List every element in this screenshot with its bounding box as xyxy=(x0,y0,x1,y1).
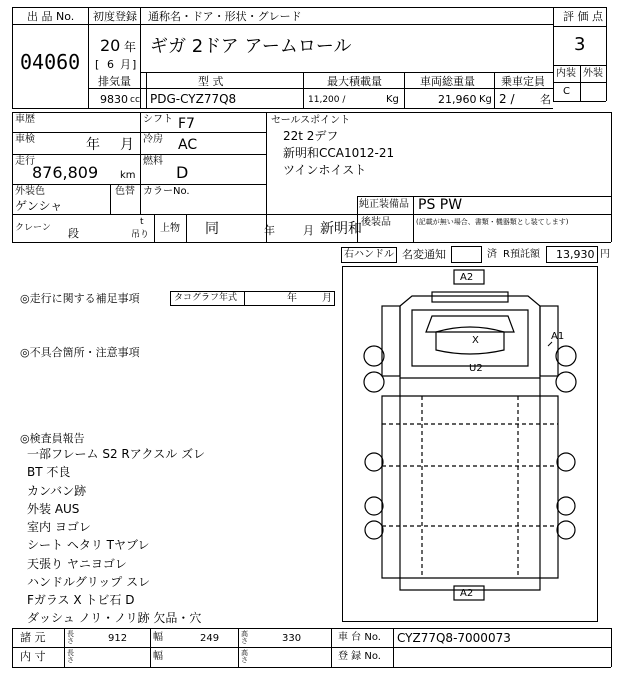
displacement-value: 9830 xyxy=(100,93,128,106)
year-unit: 年 xyxy=(124,40,137,54)
tachograph-month-unit: 月 xyxy=(322,293,332,304)
fuel-label: 燃料 xyxy=(143,156,163,167)
crane-ton-unit: t xyxy=(140,217,144,227)
recycle-fee-unit: 円 xyxy=(600,249,610,260)
gross-weight-label: 車両総重量 xyxy=(420,75,475,88)
history-label: 車歴 xyxy=(15,114,35,125)
gross-weight-value: 21,960 xyxy=(438,93,477,106)
capacity-label: 乗車定員 xyxy=(501,75,545,88)
inner-length-label: 長さ xyxy=(67,649,74,664)
width-label: 幅 xyxy=(153,632,163,643)
defects-label: ◎不具合箇所・注意事項 xyxy=(20,346,140,359)
vehicle-damage-diagram xyxy=(342,266,598,622)
registration-month: 6 xyxy=(107,58,114,71)
sales-point-line: 22t 2デフ xyxy=(283,129,339,143)
capacity-value: 2 / xyxy=(499,92,515,106)
inner-width-label: 幅 xyxy=(153,651,163,662)
genuine-equipment-value: PS PW xyxy=(418,197,463,213)
truck-top-view-diagram xyxy=(342,266,598,622)
model-label: 型 式 xyxy=(198,75,224,88)
displacement-label: 排気量 xyxy=(98,75,131,88)
inner-dimensions-label: 内 寸 xyxy=(20,650,46,663)
color-label: 外装色 xyxy=(15,186,45,197)
color-value: ゲンシャ xyxy=(15,199,63,213)
height-value: 330 xyxy=(282,633,302,644)
car-name-label: 通称名・ドア・形状・グレード xyxy=(148,10,302,23)
aftermarket-note: (記載が無い場合、書類・機器類とし装てします) xyxy=(416,218,569,226)
length-label: 長さ xyxy=(67,630,74,645)
grade-label: 評 価 点 xyxy=(563,10,603,23)
color-change-label: 色替 xyxy=(115,186,135,197)
shift-value: F7 xyxy=(178,116,195,132)
lot-number-label: 出 品 No. xyxy=(27,10,75,23)
color-code-label: カラーNo. xyxy=(143,186,190,197)
registration-year: 20 xyxy=(100,36,121,55)
sales-point-line: 新明和CCA1012-21 xyxy=(283,146,395,160)
body-month-unit: 月 xyxy=(303,224,314,237)
length-value: 912 xyxy=(108,633,128,644)
crane-hook-unit: 吊り xyxy=(131,230,150,240)
genuine-equipment-label: 純正装備品 xyxy=(359,199,409,210)
diagram-label-u2: U2 xyxy=(469,363,483,374)
mileage-label: 走行 xyxy=(15,156,35,167)
driving-notes-label: ◎走行に関する補足事項 xyxy=(20,292,140,305)
dimensions-label: 諸 元 xyxy=(20,631,46,644)
diagram-label-a2-top: A2 xyxy=(460,272,474,283)
crane-stage-unit: 段 xyxy=(68,227,79,240)
model-value: PDG-CYZ77Q8 xyxy=(150,92,237,106)
body-maker-value: 新明和 xyxy=(320,221,362,237)
name-change-label: 名変通知 xyxy=(402,248,446,261)
sales-point-line: ツインホイスト xyxy=(283,163,367,177)
aftermarket-label: 後装品 xyxy=(361,217,391,228)
inspector-line: Fガラス X トビ石 D xyxy=(27,593,135,607)
crane-label: クレーン xyxy=(15,223,51,233)
displacement-unit: cc xyxy=(130,95,140,105)
first-registration-label: 初度登録 xyxy=(93,10,137,23)
capacity-unit: 名 xyxy=(540,93,551,106)
exterior-grade-label: 外装 xyxy=(583,68,603,79)
car-name: ギガ 2ドア アームロール xyxy=(150,36,352,57)
right-hand-drive-label: 右ハンドル xyxy=(344,249,394,260)
recycle-fee-value: 13,930 xyxy=(556,248,595,261)
recycle-done-label: 済 xyxy=(487,249,497,260)
inspector-line: ハンドルグリップ スレ xyxy=(27,575,151,589)
ac-value: AC xyxy=(178,137,198,153)
max-load-value: 11,200 / xyxy=(308,95,346,105)
overall-grade: 3 xyxy=(574,34,586,55)
height-label: 高さ xyxy=(241,630,248,645)
tachograph-label: タコグラフ年式 xyxy=(174,293,238,303)
inspector-line: 一部フレーム S2 Rアクスル ズレ xyxy=(27,447,206,461)
inspection-month-unit: 月 xyxy=(120,137,134,153)
inspector-report-label: ◎検査員報告 xyxy=(20,432,85,445)
diagram-label-x: X xyxy=(472,335,479,346)
inner-height-label: 高さ xyxy=(241,649,248,664)
chassis-number-label: 車 台 No. xyxy=(338,632,381,643)
inspector-line: カンバン跡 xyxy=(27,484,87,498)
width-value: 249 xyxy=(200,633,220,644)
inspector-line: BT 不良 xyxy=(27,465,71,479)
recycle-fee-label: R預託額 xyxy=(503,249,540,260)
diagram-label-a1: A1 xyxy=(551,331,565,342)
inspector-line: シート ヘタリ Tヤブレ xyxy=(27,538,150,552)
max-load-unit: Kg xyxy=(386,94,399,105)
interior-grade: C xyxy=(563,86,570,97)
month-bracket-close: ] xyxy=(132,58,137,71)
chassis-number-value: CYZ77Q8-7000073 xyxy=(397,631,511,645)
tachograph-year-unit: 年 xyxy=(287,293,297,304)
mileage-value: 876,809 xyxy=(32,163,99,182)
gross-weight-unit: Kg xyxy=(479,94,492,105)
registration-number-label: 登 録 No. xyxy=(338,651,381,662)
body-year-unit: 年 xyxy=(264,224,275,237)
ac-label: 冷房 xyxy=(143,134,163,145)
inspection-year-unit: 年 xyxy=(86,137,100,153)
interior-grade-label: 内装 xyxy=(556,68,576,79)
mileage-unit: km xyxy=(120,170,136,181)
body-same-label: 同 xyxy=(205,221,219,237)
fuel-value: D xyxy=(176,163,189,182)
inspection-label: 車検 xyxy=(15,134,35,145)
month-bracket-open: [ xyxy=(95,58,100,71)
month-unit: 月 xyxy=(120,58,131,71)
lot-number: 04060 xyxy=(20,50,81,74)
max-load-label: 最大積載量 xyxy=(327,75,382,88)
inspector-line: 室内 ヨゴレ xyxy=(27,520,91,534)
inspector-line: 天張り ヤニヨゴレ xyxy=(27,557,127,571)
diagram-label-a2-bottom: A2 xyxy=(460,588,474,599)
inspector-line: 外装 AUS xyxy=(27,502,80,516)
body-maker-label: 上物 xyxy=(160,223,180,234)
inspector-line: ダッシュ ノリ・ノリ跡 欠品・穴 xyxy=(27,611,202,625)
sales-point-label: セールスポイント xyxy=(271,115,351,126)
shift-label: シフト xyxy=(143,114,173,125)
